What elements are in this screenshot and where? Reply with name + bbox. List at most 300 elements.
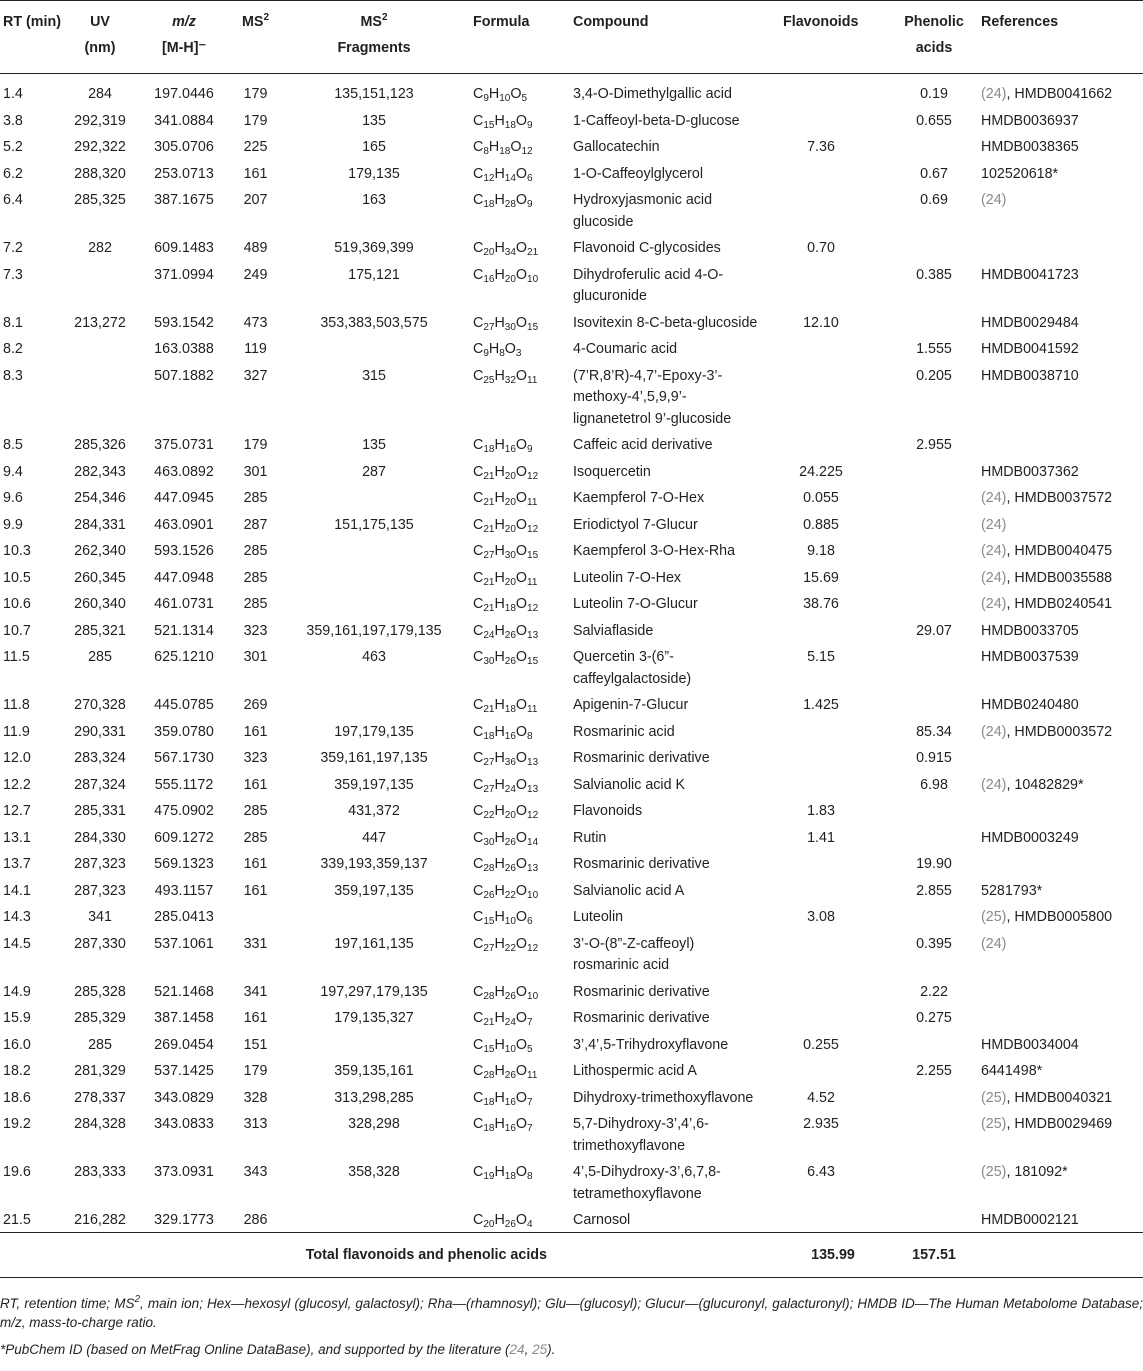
cell-phenolic-acids: [891, 308, 977, 335]
citation-link[interactable]: (24): [981, 86, 1007, 102]
formula-count: 28: [483, 1070, 495, 1081]
footnote-pubchem: *PubChem ID (based on MetFrag Online DataBase), and supported by the literature (24, 25).: [0, 1341, 556, 1357]
cell-compound: Kaempferol 7-O-Hex: [573, 490, 705, 506]
formula-element: H: [494, 649, 505, 665]
cell-phenolic-acids: 0.915: [916, 750, 952, 766]
cell-rt: 11.8: [3, 697, 30, 713]
formula-element: O: [515, 935, 528, 952]
cell-formula: [467, 770, 567, 797]
table-row: [0, 233, 1143, 260]
cell-ms2-fragments: 197,297,179,135: [320, 983, 428, 1000]
header-phenolic-acids: Phenolic acids: [904, 14, 964, 56]
cell-ms2-fragments: 463: [362, 649, 386, 665]
formula-count: 4: [527, 1219, 533, 1230]
reference-id: HMDB0003249: [981, 829, 1079, 846]
cell-ms2-fragments: 315: [362, 367, 386, 384]
cell-ms2-fragments: 179,135: [348, 165, 400, 182]
cell-ms2: 343: [243, 1164, 268, 1180]
formula-count: 18: [504, 1171, 516, 1182]
formula-count: 30: [504, 550, 516, 561]
cell-ms2: 285: [243, 829, 268, 846]
formula-element: C: [473, 1036, 484, 1053]
cell-flavonoids: [775, 361, 891, 431]
cell-phenolic-acids: [891, 1083, 977, 1110]
cell-compound: Gallocatechin: [573, 139, 660, 155]
cell-formula: [467, 796, 567, 823]
formula-element: O: [515, 1089, 528, 1106]
cell-uv: 260,340: [74, 596, 126, 612]
formula-count: 21: [527, 247, 539, 258]
cell-phenolic-acids: [891, 1157, 977, 1205]
formula-element: H: [494, 1010, 505, 1026]
cell-references: [977, 1056, 1143, 1083]
cell-references: [977, 1205, 1143, 1232]
cell-references: [977, 849, 1143, 876]
cell-references: [977, 1030, 1143, 1057]
cell-ms2-fragments: 359,197,135: [334, 776, 414, 793]
formula-count: 16: [483, 273, 495, 285]
cell-ms2: 285: [243, 490, 268, 506]
formula-element: C: [473, 266, 484, 283]
cell-uv: 260,345: [74, 569, 126, 586]
cell-compound: (7’R,8’R)-4,7’-Epoxy-3’-methoxy-4’,5,9,9’-lignanetetrol 9’-glucoside: [573, 367, 732, 427]
cell-phenolic-acids: 0.67: [920, 165, 948, 182]
cell-phenolic-acids: 0.19: [920, 86, 948, 102]
formula-element: C: [473, 1212, 484, 1228]
formula-count: 27: [483, 321, 495, 333]
cell-compound: Rosmarinic acid: [573, 723, 675, 740]
total-label: Total flavonoids and phenolic acids: [305, 1246, 547, 1263]
formula-element: C: [473, 1089, 484, 1106]
reference-id: HMDB0036937: [981, 112, 1079, 129]
cell-uv: 285,331: [74, 803, 126, 819]
header-mz: m/z [M-H]⁻: [161, 14, 207, 56]
formula-count: 26: [504, 1219, 516, 1230]
cell-mz: 521.1468: [154, 983, 214, 1000]
cell-flavonoids: 6.43: [807, 1164, 835, 1180]
formula-count: 15: [527, 321, 539, 333]
formula-count: 15: [527, 656, 539, 667]
formula-count: 11: [527, 704, 538, 715]
total-flavonoids: 135.99: [811, 1246, 855, 1263]
cell-uv: 292,322: [74, 139, 126, 155]
cell-uv: 213,272: [74, 314, 126, 331]
formula-element: C: [473, 86, 484, 102]
cell-compound: Dihydroferulic acid 4-O-glucuronide: [573, 266, 724, 304]
table-row: [0, 743, 1143, 770]
cell-mz: 507.1882: [154, 367, 214, 384]
cell-formula: [467, 589, 567, 616]
formula-element: O: [515, 750, 528, 766]
formula-count: 16: [504, 730, 516, 742]
cell-flavonoids: 3.08: [807, 909, 835, 925]
total-row: [0, 1232, 1143, 1277]
citation-link[interactable]: (24): [981, 192, 1007, 208]
cell-flavonoids: [775, 849, 891, 876]
cell-formula: [467, 233, 567, 260]
cell-ms2-fragments: 328,298: [348, 1116, 400, 1132]
cell-rt: 10.5: [3, 569, 31, 586]
cell-phenolic-acids: 0.655: [916, 112, 952, 129]
cell-rt: 10.3: [3, 543, 31, 559]
cell-references: [977, 717, 1143, 744]
formula-element: O: [515, 314, 528, 331]
header-rt: RT (min): [3, 14, 61, 30]
cell-rt: 12.2: [3, 776, 31, 793]
reference-id: , HMDB0040321: [1006, 1089, 1113, 1106]
formula-count: 11: [527, 1070, 538, 1081]
cell-references: [977, 823, 1143, 850]
citation-link[interactable]: (24): [981, 490, 1007, 506]
formula-element: H: [494, 776, 505, 793]
formula-element: H: [494, 856, 505, 872]
cell-formula: [467, 1109, 567, 1157]
formula-count: 27: [483, 942, 495, 954]
cell-references: [977, 642, 1143, 690]
formula-count: 13: [527, 757, 539, 768]
citation-link[interactable]: (25): [981, 909, 1007, 925]
cell-references: [977, 616, 1143, 643]
formula-element: H: [494, 596, 505, 612]
cell-ms2: 225: [243, 139, 268, 155]
formula-element: O: [515, 112, 528, 129]
formula-count: 12: [527, 942, 539, 954]
reference-id: HMDB0037539: [981, 649, 1079, 665]
formula-count: 8: [527, 1171, 533, 1182]
formula-count: 21: [483, 576, 495, 588]
citation-link[interactable]: (24): [981, 543, 1007, 559]
cell-flavonoids: [775, 159, 891, 186]
cell-rt: 8.3: [3, 367, 23, 384]
citation-link[interactable]: (24): [981, 776, 1007, 793]
cell-flavonoids: [775, 717, 891, 744]
cell-rt: 15.9: [3, 1010, 31, 1026]
cell-references: [977, 929, 1143, 977]
formula-count: 19: [483, 1171, 495, 1182]
cell-rt: 7.3: [3, 266, 23, 283]
formula-element: C: [473, 776, 484, 793]
cell-formula: [467, 1003, 567, 1030]
formula-element: C: [473, 750, 484, 766]
cell-ms2: 207: [243, 192, 268, 208]
citation-link[interactable]: (25): [981, 1116, 1007, 1132]
formula-element: C: [473, 856, 484, 872]
cell-flavonoids: 2.935: [803, 1116, 839, 1132]
formula-count: 10: [527, 273, 539, 285]
cell-ms2-fragments: 179,135,327: [334, 1010, 414, 1026]
reference-id: , HMDB0041662: [1006, 86, 1113, 102]
formula-count: 24: [504, 1017, 516, 1028]
formula-element: C: [473, 463, 484, 480]
cell-ms2-fragments: 447: [362, 829, 386, 846]
formula-element: O: [515, 697, 528, 713]
formula-element: C: [473, 882, 484, 899]
cell-uv: 285: [88, 1036, 112, 1053]
reference-id: HMDB0038365: [981, 139, 1079, 155]
cell-compound: Quercetin 3-(6”-caffeylgalactoside): [573, 649, 692, 687]
formula-element: O: [510, 86, 522, 102]
formula-count: 26: [504, 629, 516, 641]
cell-phenolic-acids: [891, 132, 977, 159]
cell-ms2-fragments: [281, 902, 467, 929]
cell-uv: 285,326: [74, 437, 126, 453]
reference-id: HMDB0038710: [981, 367, 1079, 384]
formula-count: 5: [521, 93, 528, 104]
formula-element: H: [494, 723, 505, 740]
cell-flavonoids: 1.83: [807, 803, 835, 819]
table-row: [0, 642, 1143, 690]
formula-element: H: [494, 437, 505, 453]
formula-count: 22: [504, 942, 516, 954]
cell-uv: 285,329: [74, 1010, 126, 1026]
citation-link[interactable]: (24): [981, 569, 1007, 586]
cell-ms2-fragments: [281, 483, 467, 510]
cell-compound: Kaempferol 3-O-Hex-Rha: [573, 543, 736, 559]
formula-count: 9: [483, 93, 489, 104]
formula-count: 15: [483, 119, 495, 131]
cell-ms2: 301: [243, 463, 268, 480]
cell-ms2-fragments: 359,161,197,135: [320, 750, 428, 766]
cell-compound: Rutin: [573, 829, 607, 846]
formula-count: 18: [483, 1096, 495, 1108]
cell-ms2: 179: [243, 112, 268, 129]
cell-ms2: 161: [243, 723, 268, 740]
cell-ms2: 285: [243, 569, 268, 586]
cell-mz: 461.0731: [154, 596, 214, 612]
formula-element: H: [494, 266, 505, 283]
cell-rt: 9.4: [3, 463, 23, 480]
table-row: [0, 510, 1143, 537]
cell-flavonoids: [775, 185, 891, 233]
formula-count: 15: [483, 1043, 495, 1055]
citation-link[interactable]: (25): [981, 1089, 1007, 1106]
formula-element: O: [515, 437, 528, 453]
cell-phenolic-acids: [891, 589, 977, 616]
cell-flavonoids: [775, 106, 891, 133]
cell-ms2: 341: [243, 983, 268, 1000]
cell-formula: [467, 929, 567, 977]
formula-element: H: [494, 1036, 505, 1053]
cell-compound: Luteolin: [573, 909, 624, 925]
reference-id: HMDB0041723: [981, 266, 1079, 283]
cell-mz: 445.0785: [154, 697, 214, 713]
cell-phenolic-acids: [891, 563, 977, 590]
cell-compound: 4-Coumaric acid: [573, 341, 678, 357]
cell-compound: 1-O-Caffeoylglycerol: [573, 165, 704, 182]
cell-uv: 292,319: [74, 112, 126, 129]
formula-count: 30: [483, 656, 495, 667]
cell-ms2-fragments: [281, 1205, 467, 1232]
cell-compound: Caffeic acid derivative: [573, 437, 713, 453]
formula-element: O: [510, 139, 522, 155]
cell-phenolic-acids: [891, 1109, 977, 1157]
table-row: [0, 849, 1143, 876]
reference-id: , 181092*: [1006, 1164, 1068, 1180]
cell-references: [977, 536, 1143, 563]
formula-count: 18: [499, 146, 511, 157]
cell-phenolic-acids: 0.69: [920, 192, 948, 208]
cell-mz: 373.0931: [154, 1164, 214, 1180]
formula-element: H: [494, 165, 505, 182]
citation-link[interactable]: (24): [981, 935, 1007, 952]
formula-element: H: [494, 909, 505, 925]
cell-ms2-fragments: 135: [362, 112, 386, 129]
cell-ms2: 269: [243, 697, 268, 713]
formula-element: O: [515, 490, 528, 506]
cell-formula: [467, 616, 567, 643]
table-row: [0, 1205, 1143, 1232]
formula-element: H: [494, 490, 505, 506]
cell-mz: 447.0945: [154, 490, 214, 506]
cell-phenolic-acids: [891, 536, 977, 563]
formula-count: 7: [527, 1096, 533, 1108]
header-references: References: [981, 14, 1059, 30]
formula-element: O: [515, 543, 528, 559]
formula-count: 18: [483, 1123, 495, 1134]
cell-formula: [467, 132, 567, 159]
cell-rt: 14.9: [3, 983, 31, 1000]
cell-references: [977, 260, 1143, 308]
table-row: [0, 977, 1143, 1004]
formula-element: C: [473, 935, 484, 952]
formula-element: O: [515, 266, 528, 283]
cell-mz: 521.1314: [154, 622, 214, 639]
cell-references: [977, 185, 1143, 233]
table-row: [0, 902, 1143, 929]
formula-element: H: [494, 1116, 505, 1132]
formula-count: 12: [527, 470, 539, 482]
cell-rt: 13.7: [3, 856, 31, 872]
cell-mz: 463.0901: [154, 516, 214, 533]
cell-ms2-fragments: 358,328: [348, 1164, 400, 1180]
formula-element: H: [494, 543, 505, 559]
citation-link[interactable]: (25): [981, 1164, 1007, 1180]
citation-link[interactable]: (24): [981, 516, 1007, 533]
formula-count: 18: [483, 444, 495, 455]
cell-phenolic-acids: [891, 1205, 977, 1232]
cell-references: [977, 1157, 1143, 1205]
citation-link[interactable]: (24): [981, 596, 1007, 612]
formula-element: H: [494, 750, 505, 766]
cell-phenolic-acids: [891, 510, 977, 537]
cell-uv: 287,324: [74, 776, 126, 793]
cell-formula: [467, 642, 567, 690]
cell-mz: 537.1425: [154, 1063, 214, 1079]
cell-uv: 287,323: [74, 882, 126, 899]
formula-count: 26: [504, 863, 516, 874]
cell-ms2-fragments: [281, 1030, 467, 1057]
cell-rt: 8.1: [3, 314, 23, 331]
cell-references: [977, 1003, 1143, 1030]
formula-count: 12: [527, 810, 539, 821]
cell-uv: 290,331: [74, 723, 126, 740]
formula-element: O: [515, 569, 528, 586]
formula-count: 30: [483, 836, 495, 848]
formula-count: 24: [483, 629, 495, 641]
formula-element: O: [515, 723, 528, 740]
cell-mz: 493.1157: [154, 882, 214, 899]
table-row: [0, 430, 1143, 457]
cell-uv: 284,331: [74, 516, 126, 533]
cell-formula: [467, 457, 567, 484]
cell-compound: Isoquercetin: [573, 463, 651, 480]
formula-count: 26: [504, 656, 516, 667]
cell-uv: 216,282: [74, 1212, 126, 1228]
table-row: [0, 1003, 1143, 1030]
header-flavonoids: Flavonoids: [783, 14, 859, 30]
header-ms2: $MS^2$: [241, 12, 269, 30]
cell-ms2: 151: [243, 1036, 268, 1053]
cell-phenolic-acids: [891, 483, 977, 510]
formula-element: C: [473, 622, 484, 639]
header-compound: Compound: [573, 14, 649, 30]
table-row: [0, 1030, 1143, 1057]
cell-ms2: 323: [243, 750, 268, 766]
formula-count: 9: [527, 199, 533, 210]
cell-mz: 329.1773: [154, 1212, 214, 1228]
total-phenolic-acids: 157.51: [912, 1246, 956, 1263]
cell-rt: 16.0: [3, 1036, 31, 1053]
cell-references: [977, 796, 1143, 823]
formula-count: 12: [521, 146, 533, 157]
cell-mz: 253.0713: [154, 165, 214, 182]
cell-formula: [467, 1205, 567, 1232]
formula-element: C: [473, 192, 484, 208]
formula-count: 12: [527, 523, 539, 535]
formula-count: 14: [504, 172, 516, 184]
formula-element: C: [473, 112, 484, 129]
formula-element: H: [494, 1164, 505, 1180]
cell-mz: 609.1483: [154, 240, 214, 256]
cell-ms2: 287: [243, 516, 268, 533]
formula-count: 6: [527, 172, 533, 184]
cell-compound: Salvianolic acid K: [573, 776, 686, 793]
cell-uv: 287,330: [74, 935, 126, 952]
formula-element: O: [515, 649, 528, 665]
cell-references: [977, 743, 1143, 770]
formula-count: 25: [483, 374, 495, 386]
formula-element: H: [494, 697, 505, 713]
citation-link[interactable]: 24: [509, 1341, 525, 1357]
formula-count: 7: [527, 1123, 533, 1134]
cell-references: [977, 308, 1143, 335]
reference-id: 102520618*: [981, 165, 1059, 182]
cell-compound: Hydroxyjasmonic acid glucoside: [573, 192, 713, 230]
cell-compound: Rosmarinic derivative: [573, 983, 710, 1000]
formula-count: 20: [504, 576, 516, 588]
reference-id: , HMDB0240541: [1006, 596, 1113, 612]
cell-references: [977, 589, 1143, 616]
table-row: [0, 1157, 1143, 1205]
cell-ms2-fragments: 431,372: [348, 803, 400, 819]
formula-element: O: [515, 240, 528, 256]
cell-ms2-fragments: [281, 536, 467, 563]
cell-phenolic-acids: 0.395: [916, 935, 952, 952]
cell-flavonoids: 4.52: [807, 1089, 835, 1106]
cell-ms2-fragments: 519,369,399: [334, 240, 414, 256]
cell-rt: 7.2: [3, 240, 23, 256]
cell-ms2: 179: [243, 86, 268, 102]
reference-id: HMDB0034004: [981, 1036, 1079, 1053]
citation-link[interactable]: (24): [981, 723, 1007, 740]
cell-compound: Flavonoid C-glycosides: [573, 240, 721, 256]
cell-ms2-fragments: [281, 589, 467, 616]
cell-mz: 269.0454: [154, 1036, 214, 1053]
citation-link[interactable]: 25: [532, 1341, 548, 1357]
cell-compound: Carnosol: [573, 1212, 631, 1228]
cell-mz: 375.0731: [154, 437, 214, 453]
cell-mz: 387.1675: [154, 192, 214, 208]
